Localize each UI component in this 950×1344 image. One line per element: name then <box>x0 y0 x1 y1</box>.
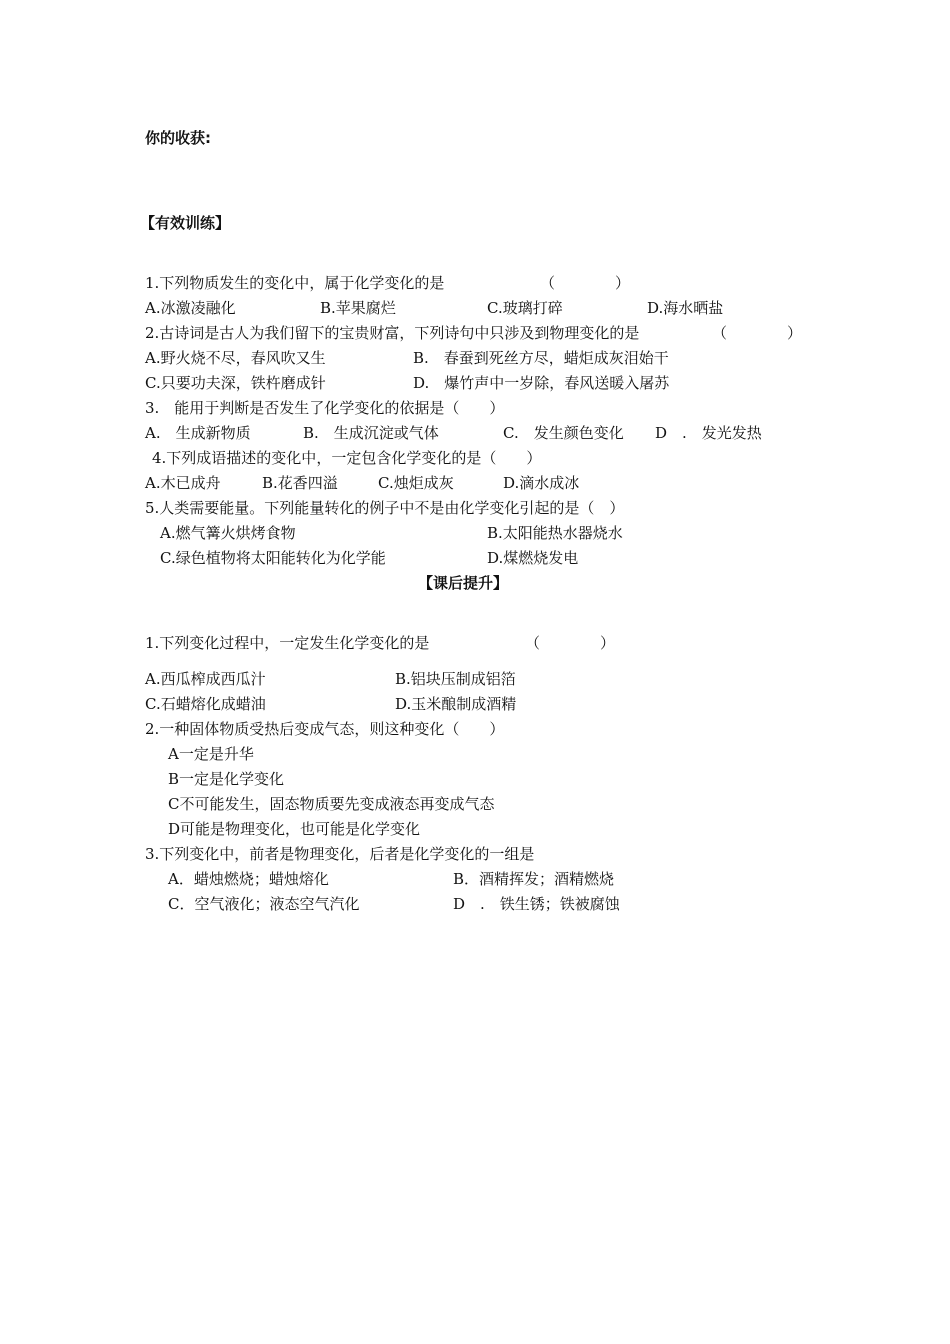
option: B一定是化学变化 <box>168 770 285 788</box>
option: C.绿色植物将太阳能转化为化学能 <box>160 549 386 567</box>
question-text: 3.下列变化中，前者是物理变化，后者是化学变化的一组是 <box>145 845 535 863</box>
option: B.苹果腐烂 <box>320 299 396 317</box>
option: D.海水晒盐 <box>647 299 724 317</box>
option: D . 铁生锈；铁被腐蚀 <box>453 895 620 913</box>
question-text: 2.古诗词是古人为我们留下的宝贵财富，下列诗句中只涉及到物理变化的是 <box>145 324 640 342</box>
option: B．酒精挥发；酒精燃烧 <box>453 870 615 888</box>
option: D. 爆竹声中一岁除，春风送暖入屠苏 <box>413 374 670 392</box>
harvest-label: 你的收获: <box>145 129 211 147</box>
option: A.木已成舟 <box>145 474 221 492</box>
question-text: 3. 能用于判断是否发生了化学变化的依据是（ ） <box>145 399 505 417</box>
option: C.玻璃打碎 <box>487 299 563 317</box>
option: C.只要功夫深，铁杵磨成针 <box>145 374 326 392</box>
answer-blank: （ ） <box>540 274 631 292</box>
answer-blank: （ ） <box>525 634 616 652</box>
answer-blank: （ ） <box>712 324 803 342</box>
option: A.西瓜榨成西瓜汁 <box>145 670 266 688</box>
option: C.石蜡熔化成蜡油 <box>145 695 266 713</box>
option: D.滴水成冰 <box>503 474 580 492</box>
option: B.铝块压制成铝箔 <box>395 670 516 688</box>
option: D.玉米酿制成酒精 <box>395 695 517 713</box>
question-text: 4.下列成语描述的变化中，一定包含化学变化的是（ ） <box>152 449 542 467</box>
option: A.野火烧不尽，春风吹又生 <box>145 349 326 367</box>
option: B. 生成沉淀或气体 <box>303 424 439 442</box>
section-title-after-class: 【课后提升】 <box>418 574 509 592</box>
option: B.花香四溢 <box>262 474 338 492</box>
option: C. 发生颜色变化 <box>503 424 624 442</box>
option: A.燃气篝火烘烤食物 <box>160 524 296 542</box>
question-text: 1.下列变化过程中，一定发生化学变化的是 <box>145 634 430 652</box>
option: D可能是物理变化，也可能是化学变化 <box>168 820 421 838</box>
question-text: 2.一种固体物质受热后变成气态，则这种变化（ ） <box>145 720 505 738</box>
option: A. 生成新物质 <box>145 424 251 442</box>
question-text: 5.人类需要能量。下列能量转化的例子中不是由化学变化引起的是（ ） <box>145 499 625 517</box>
option: A．蜡烛燃烧；蜡烛熔化 <box>168 870 329 888</box>
question-text: 1.下列物质发生的变化中，属于化学变化的是 <box>145 274 445 292</box>
option: A.冰激凌融化 <box>145 299 236 317</box>
option: C不可能发生，固态物质要先变成液态再变成气态 <box>168 795 495 813</box>
section-title-training: 【有效训练】 <box>140 214 231 232</box>
option: A一定是升华 <box>168 745 254 763</box>
option: B.太阳能热水器烧水 <box>487 524 623 542</box>
option: D . 发光发热 <box>655 424 762 442</box>
option: B. 春蚕到死丝方尽，蜡炬成灰泪始干 <box>413 349 669 367</box>
option: C．空气液化；液态空气汽化 <box>168 895 360 913</box>
option: D.煤燃烧发电 <box>487 549 579 567</box>
option: C.烛炬成灰 <box>378 474 454 492</box>
